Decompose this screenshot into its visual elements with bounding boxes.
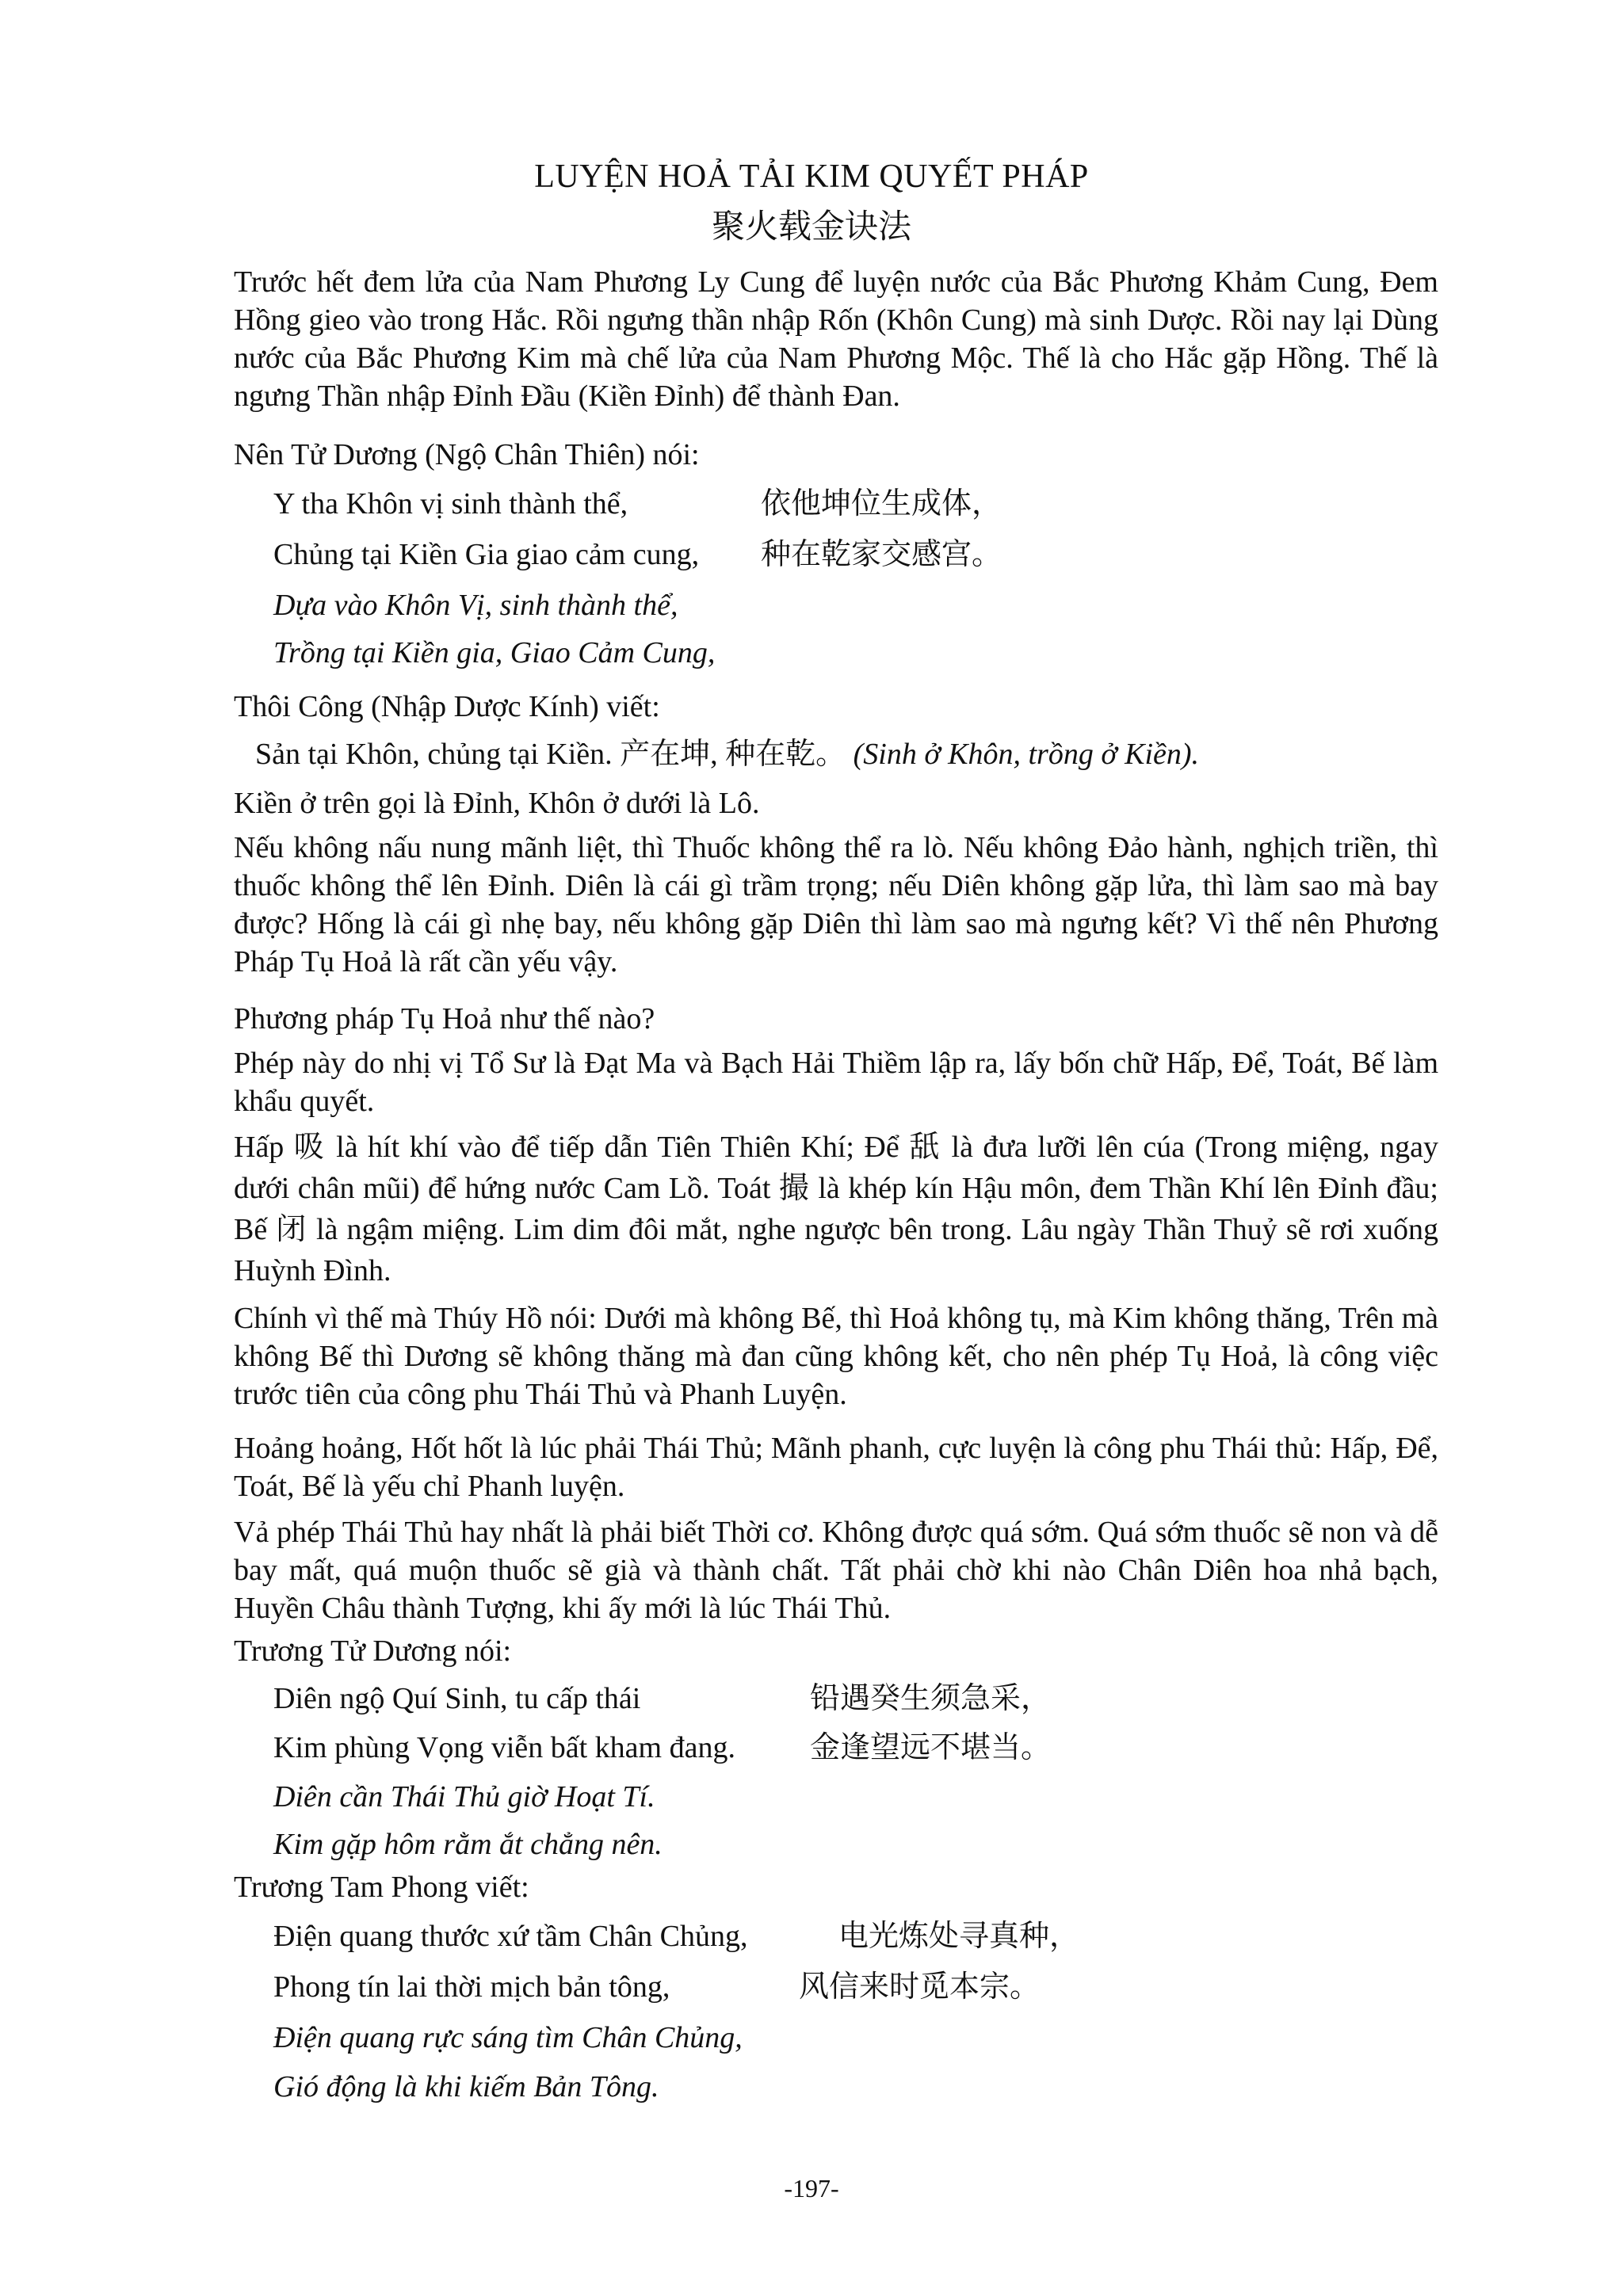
quote-1-text: Sản tại Khôn, chủng tại Kiền. 产在坤, 种在乾。 — [255, 738, 846, 771]
verse-3-line-c: Điện quang rực sáng tìm Chân Chủng, — [273, 2021, 743, 2054]
verse-2-line-a-chinese: 铅遇癸生须急采， — [810, 1682, 1052, 1715]
verse-2-line-b: Kim phùng Vọng viễn bất kham đang. — [273, 1731, 735, 1764]
verse-1-line-a: Y tha Khôn vị sinh thành thể, — [273, 487, 628, 521]
verse-3-line-b: Phong tín lai thời mịch bản tông, — [273, 1970, 670, 2004]
verse-2-line-a: Diên ngộ Quí Sinh, tu cấp thái — [273, 1682, 641, 1715]
verse-3-line-d: Gió động là khi kiếm Bản Tông. — [273, 2070, 659, 2103]
verse-2-line-c: Diên cần Thái Thủ giờ Hoạt Tí. — [273, 1780, 655, 1814]
verse-1-line-c: Dựa vào Khôn Vị, sinh thành thể, — [273, 589, 678, 622]
paragraph-5: Nếu không nấu nung mãnh liệt, thì Thuốc không thể ra lò. Nếu không Đảo hành, nghịch triền, thì thuốc không thể lên Đỉnh. Diên là cái gì trầm trọng; nếu Diên không gặp lửa, thì làm sao mà bay được? Hống là cái gì nhẹ bay, nếu không gặp Diên thì làm sao mà ngưng kết? Vì thế nên Phương Pháp Tụ Hoả là rất cần yếu vậy. — [234, 831, 1438, 978]
verse-1-line-a-chinese: 依他坤位生成体， — [761, 487, 1002, 521]
verse-1-line-b-chinese: 种在乾家交感宫。 — [761, 538, 1002, 571]
verse-3-line-a: Điện quang thước xứ tầm Chân Chủng, — [273, 1920, 748, 1953]
verse-3-line-b-chinese: 风信来时觅本宗。 — [799, 1970, 1041, 2004]
verse-3-line-a-chinese: 电光炼处寻真种， — [838, 1920, 1080, 1953]
page-number: -197- — [784, 2174, 839, 2203]
paragraph-9: Chính vì thế mà Thúy Hồ nói: Dưới mà không Bế, thì Hoả không tụ, mà Kim không thăng, Trên mà không Bế thì Dương sẽ không thăng mà đan cũng không kết, cho nên phép Tụ Hoả, là công việc trước tiên của công phu Thái Thủ và Phanh Luyện. — [234, 1302, 1438, 1411]
page-subtitle-chinese: 聚火载金诀法 — [711, 209, 911, 246]
paragraph-13: Trương Tam Phong viết: — [234, 1871, 529, 1904]
paragraph-1 — [234, 263, 1438, 415]
verse-1-line-b: Chủng tại Kiền Gia giao cảm cung, — [273, 538, 700, 571]
paragraph-10: Hoảng hoảng, Hốt hốt là lúc phải Thái Thủ; Mãnh phanh, cực luyện là công phu Thái thủ: Hấp, Để, Toát, Bế là yếu chỉ Phanh luyện. — [234, 1432, 1438, 1503]
paragraph-1-text: Trước hết đem lửa của Nam Phương Ly Cung để luyện nước của Bắc Phương Khảm Cung, Đem Hồng gieo vào trong Hắc. Rồi ngưng thần nhập Rốn (Khôn Cung) mà sinh Dược. Rồi nay lại Dùng nước của Bắc Phương Kim mà chế lửa của Nam Phương Mộc. Thế là cho Hắc gặp Hồng. Thế là ngưng Thần nhập Đỉnh Đầu (Kiền Đỉnh) để thành Đan. — [234, 265, 1438, 413]
paragraph-12: Trương Tử Dương nói: — [234, 1634, 512, 1668]
paragraph-3: Thôi Công (Nhập Dược Kính) viết: — [234, 690, 660, 723]
paragraph-6: Phương pháp Tụ Hoả như thế nào? — [234, 1002, 655, 1035]
paragraph-4: Kiền ở trên gọi là Đỉnh, Khôn ở dưới là Lô. — [234, 787, 760, 820]
verse-2-line-d: Kim gặp hôm rằm ắt chẳng nên. — [273, 1828, 663, 1861]
verse-2-line-b-chinese: 金逢望远不堪当。 — [810, 1731, 1052, 1764]
quote-1-italic: (Sinh ở Khôn, trồng ở Kiền). — [853, 738, 1200, 771]
quote-1 — [255, 735, 1199, 773]
paragraph-2: Nên Tử Dương (Ngộ Chân Thiên) nói: — [234, 438, 700, 471]
verse-1-line-d: Trồng tại Kiền gia, Giao Cảm Cung, — [273, 636, 716, 669]
paragraph-11: Vả phép Thái Thủ hay nhất là phải biết Thời cơ. Không được quá sớm. Quá sớm thuốc sẽ non và dễ bay mất, quá muộn thuốc sẽ già và thành chất. Tất phải chờ khi nào Chân Diên hoa nhả bạch, Huyền Châu thành Tượng, khi ấy mới là lúc Thái Thủ. — [234, 1516, 1438, 1625]
paragraph-7: Phép này do nhị vị Tổ Sư là Đạt Ma và Bạch Hải Thiềm lập ra, lấy bốn chữ Hấp, Để, Toát, Bế làm khẩu quyết. — [234, 1047, 1438, 1118]
paragraph-8: Hấp 吸 là hít khí vào để tiếp dẫn Tiên Thiên Khí; Để 舐 là đưa lưỡi lên cúa (Trong miệng, ngay dưới chân mũi) để hứng nước Cam Lồ. Toát 撮 là khép kín Hậu môn, đem Thần Khí lên Đỉnh đầu; Bế 闭 là ngậm miệng. Lim dim đôi mắt, nghe ngược bên trong. Lâu ngày Thần Thuỷ sẽ rơi xuống Huỳnh Đình. — [234, 1131, 1438, 1287]
page-title: LUYỆN HOẢ TẢI KIM QUYẾT PHÁP — [534, 158, 1089, 195]
